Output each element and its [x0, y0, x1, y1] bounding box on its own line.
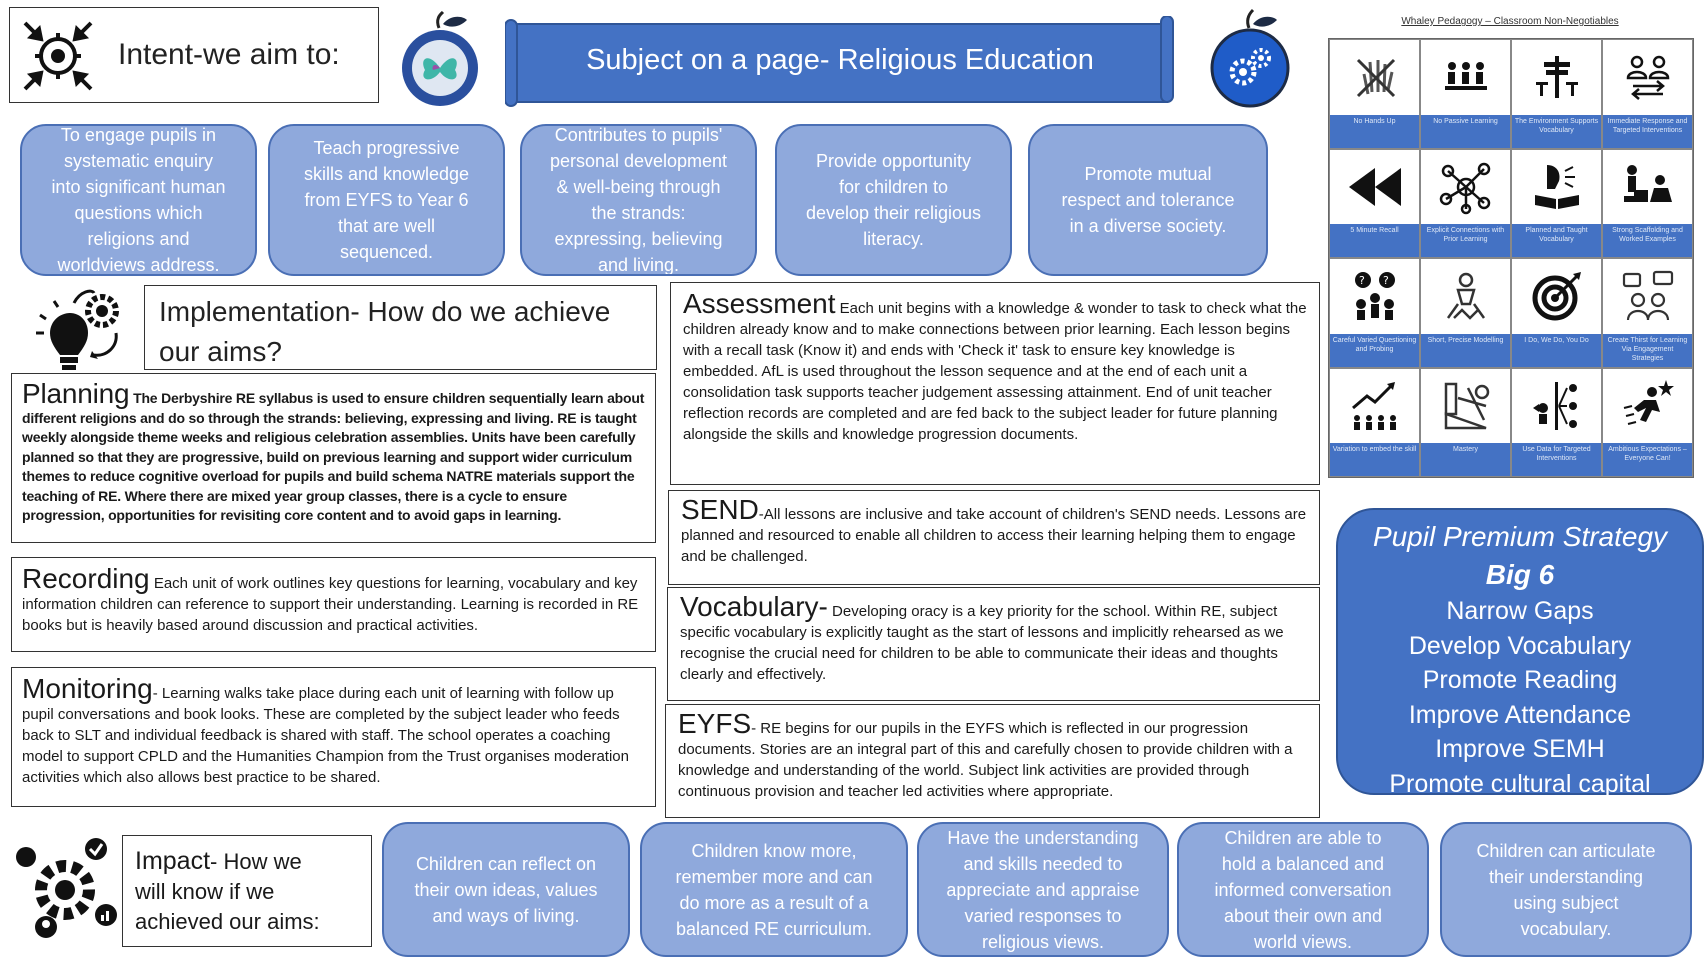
nn-caption: No Passive Learning [1421, 115, 1510, 148]
impact-header [122, 835, 372, 947]
pp-item: Promote cultural capital [1389, 769, 1651, 798]
page-title: Subject on a page- Religious Education [586, 44, 1094, 76]
eyfs-heading: EYFS [678, 708, 752, 739]
nn-caption: Immediate Response and Targeted Interventions [1603, 115, 1692, 148]
planning-text: The Derbyshire RE syllabus is used to ensure children sequentially learn about different religions and do so through the strands: believing, expressing and living. RE is taught weekly alongside theme weeks and religious celebration assemblies. Units have been carefully planned so that they are progressive, build on previous learning and support wider curriculum themes to reduce cognitive overload for pupils and build schema NATRE materials support the teaching of RE. Where there are mixed year group classes, there is a cycle to ensure progression, opportunities for revisiting core content and to avoid gaps in learning. [22, 390, 645, 523]
lightbulb-gear-icon [30, 285, 130, 375]
vocabulary-text: Developing oracy is a key priority for the school. Within RE, subject specific vocabulary is explicitly taught as the start of lessons and implicitly rehearsed as we recognise the crucial need for children to be able to communicate their ideas and thoughts clearly and effectively. [680, 603, 1284, 683]
nn-cell [1329, 149, 1420, 259]
implementation-title-line2: our aims? [159, 336, 282, 367]
non-negotiables-title: Whaley Pedagogy – Classroom Non-Negotiables [1401, 16, 1619, 27]
planning-section [11, 373, 656, 543]
svg-text:?: ? [1382, 274, 1389, 288]
recording-text: Each unit of work outlines key questions for learning, vocabulary and key information children can reference to support their understanding. Learning is recorded in RE books but is heavily based around discussion and practical activities. [22, 575, 639, 634]
nn-cell [1329, 39, 1420, 149]
network-icon [1421, 150, 1510, 225]
seated-people-icon [1421, 40, 1510, 115]
target-icon [1512, 259, 1601, 334]
nn-cell [1420, 258, 1511, 368]
gears-apple-icon [1205, 6, 1295, 110]
intent-pill-2: Teach progressive skills and knowledge from EYFS to Year 6 that are well sequenced. [268, 124, 505, 276]
impact-heading-rest: - How we [210, 849, 302, 874]
assessment-section [670, 282, 1320, 485]
svg-text:?: ? [1358, 274, 1365, 288]
nn-cell [1511, 39, 1602, 149]
nn-caption: Use Data for Targeted Interventions [1512, 443, 1601, 476]
nn-cell [1420, 39, 1511, 149]
vocabulary-heading: Vocabulary- [680, 591, 828, 622]
nn-cell [1511, 149, 1602, 259]
nn-cell [1602, 39, 1693, 149]
pp-item: Develop Vocabulary [1408, 631, 1632, 660]
nn-cell [1602, 368, 1693, 478]
send-section [668, 490, 1320, 585]
pp-item: Promote Reading [1422, 666, 1618, 694]
send-heading: SEND [681, 494, 759, 525]
intent-pill-4: Provide opportunity for children to develop their religious literacy. [775, 124, 1012, 276]
nn-cell [1602, 258, 1693, 368]
recording-section [11, 557, 656, 652]
gear-cluster-icon [10, 835, 120, 945]
nn-caption: No Hands Up [1330, 115, 1419, 148]
impact-line2: will know if we [135, 879, 275, 904]
nn-caption: Mastery [1421, 443, 1510, 476]
pupil-premium-title: Pupil Premium Strategy [1372, 521, 1668, 552]
send-text: -All lessons are inclusive and take account of children's SEND needs. Lessons are planned and resourced to enable all children to access their learning helping them to engage and be challenged. [681, 506, 1307, 565]
monitoring-heading: Monitoring [22, 673, 153, 704]
monitoring-section [11, 667, 656, 807]
impact-heading: Impact [135, 847, 211, 875]
implementation-title-line1: Implementation- How do we achieve [159, 296, 611, 327]
nn-caption: Planned and Taught Vocabulary [1512, 224, 1601, 257]
impact-pill-2: Children know more, remember more and can do more as a result of a balanced RE curriculum. [640, 822, 908, 957]
nn-caption: I Do, We Do, You Do [1512, 334, 1601, 367]
impact-pill-1: Children can reflect on their own ideas, values and ways of living. [382, 822, 630, 957]
hand-crossed-icon [1330, 40, 1419, 115]
intent-pill-5: Promote mutual respect and tolerance in a diverse society. [1028, 124, 1268, 276]
eyfs-section [665, 704, 1320, 818]
implementation-header [144, 285, 657, 370]
runner-star-icon [1603, 369, 1692, 444]
impact-line3: achieved our aims: [135, 909, 320, 934]
pupil-premium-subtitle: Big 6 [1485, 559, 1555, 590]
assessment-heading: Assessment [683, 288, 836, 319]
nn-caption: Careful Varied Questioning and Probing [1330, 334, 1419, 367]
nn-caption: Short, Precise Modelling [1421, 334, 1510, 367]
school-logo-icon [395, 10, 485, 110]
planning-heading: Planning [22, 378, 130, 409]
people-exchange-icon [1603, 40, 1692, 115]
non-negotiables-grid [1328, 38, 1694, 478]
impact-pill-4: Children are able to hold a balanced and informed conversation about their own and world views. [1177, 822, 1429, 957]
nn-caption: Ambitious Expectations – Everyone Can! [1603, 443, 1692, 476]
impact-pill-5: Children can articulate their understanding using subject vocabulary. [1440, 822, 1692, 957]
pp-item: Improve SEMH [1435, 735, 1605, 763]
questioning-icon [1330, 259, 1419, 334]
rewind-icon [1330, 150, 1419, 225]
nn-cell [1511, 368, 1602, 478]
vocabulary-section [667, 587, 1320, 701]
scaffold-icon [1603, 150, 1692, 225]
tools-icon [1421, 369, 1510, 444]
nn-caption: Explicit Connections with Prior Learning [1421, 224, 1510, 257]
nn-cell [1511, 258, 1602, 368]
growth-chart-icon [1330, 369, 1419, 444]
modelling-icon [1421, 259, 1510, 334]
title-banner [505, 16, 1175, 108]
recording-heading: Recording [22, 563, 150, 594]
impact-pill-3: Have the understanding and skills needed to appreciate and appraise varied responses to religious views. [917, 822, 1169, 957]
nn-caption: Strong Scaffolding and Worked Examples [1603, 224, 1692, 257]
reading-person-icon [1512, 150, 1601, 225]
nn-caption: Create Thirst for Learning Via Engagement Strategies [1603, 334, 1692, 367]
intent-header [9, 7, 379, 103]
nn-cell [1329, 368, 1420, 478]
assessment-text: Each unit begins with a knowledge & wonder to task to check what the children already know and to make connections between prior learning. Each lesson begins with a recall task (Know it) and ends with 'Check it' task to ensure key knowledge is embedded. AfL is used throughout the lesson sequence and at the end of each unit a consolidation task supports teacher judgement assessing attainment. End of unit teacher reflection records are completed and are fed back to the subject leader for future planning alongside the skills and knowledge progression documents. [683, 300, 1307, 443]
monitoring-text: - Learning walks take place during each unit of learning with follow up pupil conversations and book looks. These are completed by the subject leader who feeds back to SLT and individual feedback is shared with staff. The school operates a coaching model to support CPLD and the Humanities Champion from the Trust organises moderation activities which also allows best practice to be shared. [22, 685, 629, 786]
nn-caption: Variation to embed the skill [1330, 443, 1419, 476]
intent-pill-3: Contributes to pupils' personal development & well-being through the strands: expressing, believing and living. [520, 124, 757, 276]
nn-cell [1329, 258, 1420, 368]
nn-cell [1420, 368, 1511, 478]
pupil-premium-panel [1336, 508, 1704, 798]
pp-item: Narrow Gaps [1446, 597, 1594, 625]
pp-item: Improve Attendance [1408, 700, 1632, 729]
eyfs-text: - RE begins for our pupils in the EYFS which is reflected in our progression documents. Stories are an integral part of this and carefully chosen to provide children with a knowledge and understanding of the world. Subject link activities are provided through continuous provision and teacher led activities where appropriate. [678, 720, 1293, 800]
intent-pill-1: To engage pupils in systematic enquiry into significant human questions which religions and worldviews address. [20, 124, 257, 276]
data-split-icon [1512, 369, 1601, 444]
nn-cell [1420, 149, 1511, 259]
intent-title: Intent-we aim to: [118, 38, 340, 71]
nn-caption: The Environment Supports Vocabulary [1512, 115, 1601, 148]
nn-cell [1602, 149, 1693, 259]
engagement-icon [1603, 259, 1692, 334]
target-arrows-icon [18, 16, 98, 96]
signpost-icon [1512, 40, 1601, 115]
nn-caption: 5 Minute Recall [1330, 224, 1419, 257]
